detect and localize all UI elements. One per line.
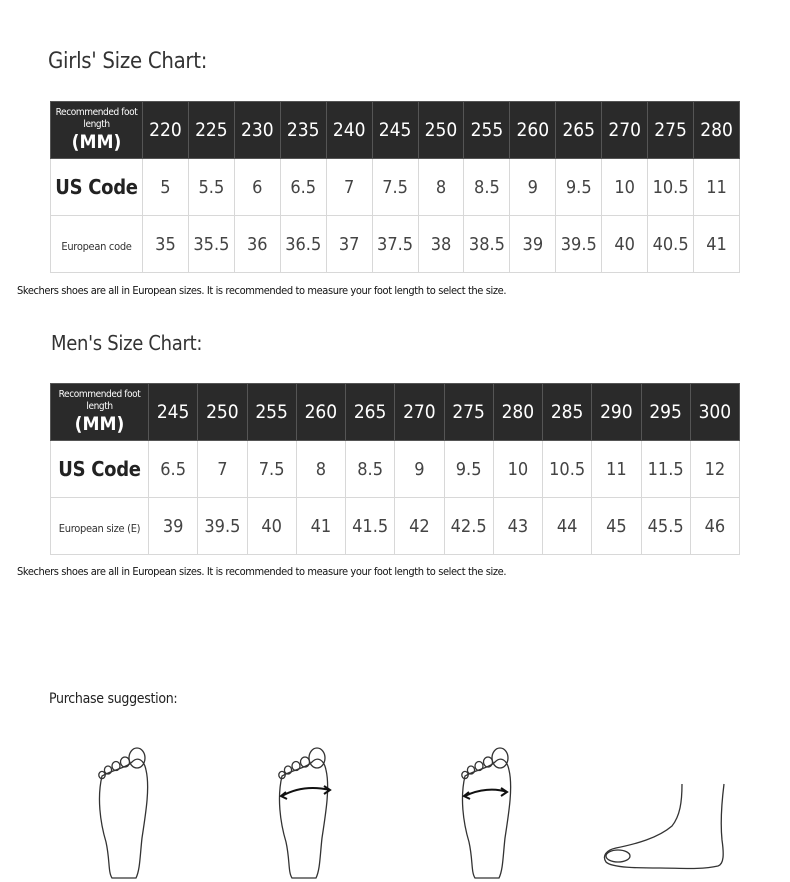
girls-us-cell: 11: [694, 159, 740, 216]
girls-eu-cell: 37.5: [372, 216, 418, 273]
girls-eu-cell: 38.5: [464, 216, 510, 273]
men-us-cell: 6.5: [149, 441, 198, 498]
men-eu-cell: 41.5: [346, 498, 395, 555]
men-length-cell: 300: [690, 384, 739, 441]
girls-eu-cell: 37: [326, 216, 372, 273]
men-eu-cell: 42: [395, 498, 444, 555]
purchase-suggestion-title: Purchase suggestion:: [49, 691, 178, 707]
girls-length-cell: 260: [510, 102, 556, 159]
girls-us-cell: 7.5: [372, 159, 418, 216]
girls-length-cell: 220: [143, 102, 189, 159]
men-eu-cell: 42.5: [444, 498, 493, 555]
men-length-cell: 255: [247, 384, 296, 441]
foot-length-icon: [92, 742, 156, 882]
men-us-cell: 8.5: [346, 441, 395, 498]
girls-eu-cell: 36: [234, 216, 280, 273]
men-length-row: [51, 384, 740, 441]
men-eu-header: [51, 498, 149, 555]
girls-us-row: [51, 159, 740, 216]
men-eu-cell: 46: [690, 498, 739, 555]
men-eu-label: European size (E): [58, 521, 141, 535]
girls-us-cell: 5: [143, 159, 189, 216]
girls-us-cell: 9.5: [556, 159, 602, 216]
girls-us-cell: 5.5: [188, 159, 234, 216]
girls-us-cell: 10: [602, 159, 648, 216]
girls-size-table: [50, 101, 740, 273]
foot-side-instep-icon: [600, 780, 730, 878]
men-length-cell: 290: [592, 384, 641, 441]
girls-size-note: Skechers shoes are all in European sizes. It is recommended to measure your foot length to select the size.: [17, 284, 507, 297]
men-eu-cell: 39.5: [198, 498, 247, 555]
girls-us-label: US Code: [55, 175, 138, 199]
girls-us-header: [51, 159, 143, 216]
girls-length-cell: 245: [372, 102, 418, 159]
girls-length-cell: 250: [418, 102, 464, 159]
men-chart-title: Men's Size Chart:: [51, 331, 203, 355]
men-us-header: [51, 441, 149, 498]
girls-length-header: [51, 102, 143, 159]
girls-us-cell: 6: [234, 159, 280, 216]
men-eu-cell: 45.5: [641, 498, 690, 555]
girls-eu-cell: 36.5: [280, 216, 326, 273]
men-size-note: Skechers shoes are all in European sizes. It is recommended to measure your foot length to select the size.: [17, 565, 507, 578]
men-length-cell: 285: [543, 384, 592, 441]
girls-eu-cell: 39: [510, 216, 556, 273]
girls-length-cell: 280: [694, 102, 740, 159]
girls-us-cell: 8: [418, 159, 464, 216]
men-us-cell: 10: [493, 441, 542, 498]
men-length-cell: 275: [444, 384, 493, 441]
men-length-cell: 295: [641, 384, 690, 441]
men-length-cell: 265: [346, 384, 395, 441]
foot-width-narrow-icon: [455, 742, 519, 882]
girls-eu-cell: 35: [143, 216, 189, 273]
men-us-cell: 9.5: [444, 441, 493, 498]
girls-us-cell: 6.5: [280, 159, 326, 216]
men-length-cell: 280: [493, 384, 542, 441]
men-eu-cell: 39: [149, 498, 198, 555]
girls-length-cell: 225: [188, 102, 234, 159]
men-us-cell: 8: [296, 441, 345, 498]
men-us-cell: 10.5: [543, 441, 592, 498]
girls-length-cell: 235: [280, 102, 326, 159]
girls-eu-header: [51, 216, 143, 273]
girls-eu-cell: 38: [418, 216, 464, 273]
girls-us-cell: 8.5: [464, 159, 510, 216]
men-eu-cell: 40: [247, 498, 296, 555]
girls-eu-row: [51, 216, 740, 273]
girls-eu-cell: 40: [602, 216, 648, 273]
men-us-cell: 9: [395, 441, 444, 498]
men-length-unit: (MM): [74, 413, 125, 435]
girls-length-cell: 275: [648, 102, 694, 159]
girls-us-cell: 10.5: [648, 159, 694, 216]
men-length-cell: 260: [296, 384, 345, 441]
men-eu-row: [51, 498, 740, 555]
men-length-cell: 250: [198, 384, 247, 441]
girls-eu-label: European code: [61, 239, 132, 253]
men-us-label: US Code: [58, 457, 141, 481]
girls-length-cell: 240: [326, 102, 372, 159]
men-length-label: Recommended foot length: [58, 389, 141, 412]
men-eu-cell: 41: [296, 498, 345, 555]
men-us-row: [51, 441, 740, 498]
men-us-cell: 12: [690, 441, 739, 498]
girls-length-cell: 270: [602, 102, 648, 159]
foot-width-icon: [272, 742, 336, 882]
men-eu-cell: 45: [592, 498, 641, 555]
girls-length-cell: 255: [464, 102, 510, 159]
girls-us-cell: 9: [510, 159, 556, 216]
girls-us-cell: 7: [326, 159, 372, 216]
men-length-cell: 270: [395, 384, 444, 441]
men-size-table: [50, 383, 740, 555]
girls-eu-cell: 39.5: [556, 216, 602, 273]
men-length-header: [51, 384, 149, 441]
girls-length-cell: 265: [556, 102, 602, 159]
girls-length-unit: (MM): [71, 131, 122, 153]
girls-eu-cell: 40.5: [648, 216, 694, 273]
men-length-cell: 245: [149, 384, 198, 441]
men-eu-cell: 44: [543, 498, 592, 555]
girls-length-cell: 230: [234, 102, 280, 159]
girls-length-label: Recommended foot length: [55, 107, 138, 130]
men-us-cell: 11.5: [641, 441, 690, 498]
girls-chart-title: Girls' Size Chart:: [48, 49, 208, 74]
men-us-cell: 7: [198, 441, 247, 498]
girls-length-row: [51, 102, 740, 159]
men-eu-cell: 43: [493, 498, 542, 555]
men-us-cell: 11: [592, 441, 641, 498]
girls-eu-cell: 41: [694, 216, 740, 273]
girls-eu-cell: 35.5: [188, 216, 234, 273]
men-us-cell: 7.5: [247, 441, 296, 498]
